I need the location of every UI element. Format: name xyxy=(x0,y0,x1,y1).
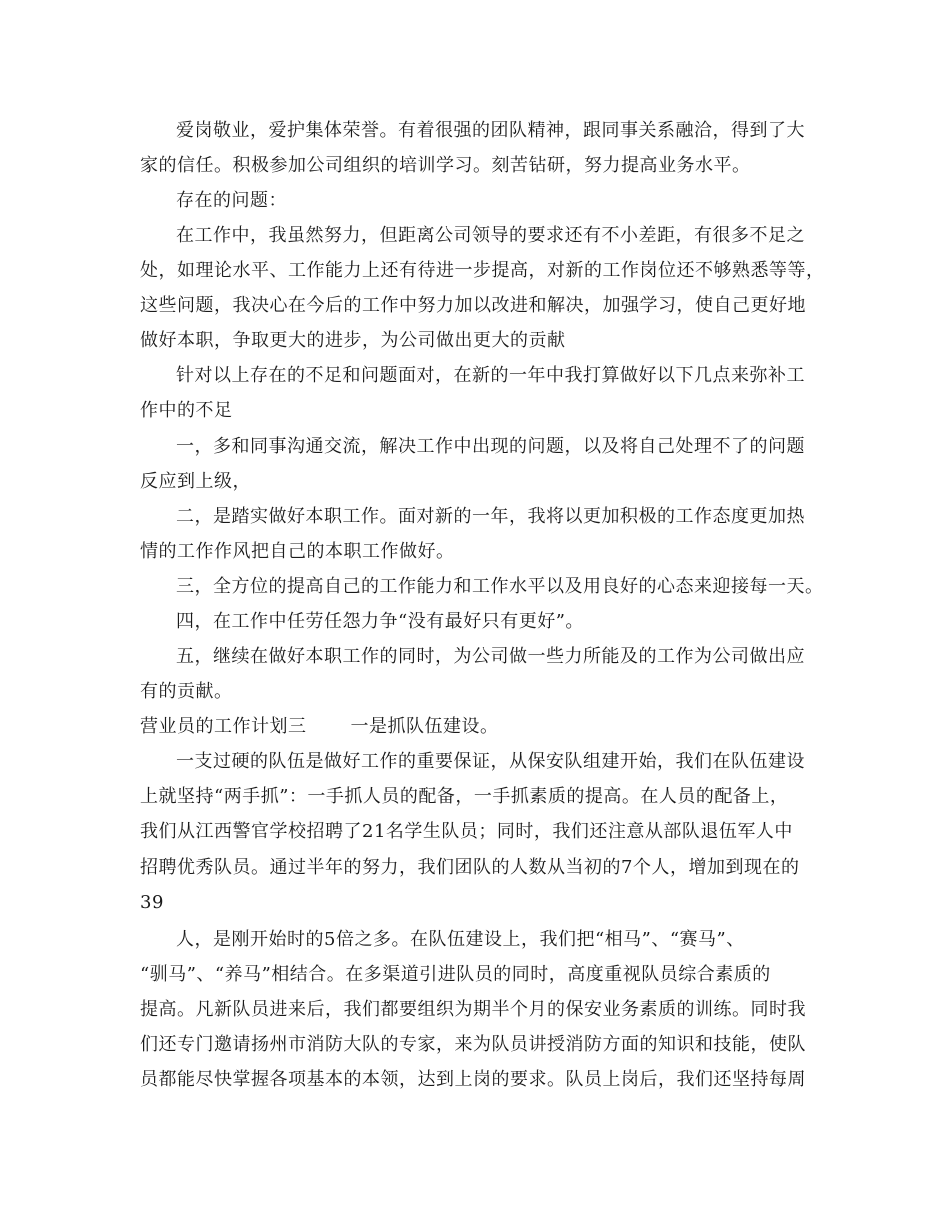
text-line: 员都能尽快掌握各项基本的本领，达到上岗的要求。队员上岗后，我们还坚持每周 xyxy=(140,1069,806,1090)
text-line: 一，多和同事沟通交流，解决工作中出现的问题，以及将自己处理不了的问题 xyxy=(176,436,805,457)
section-subtitle: 一是抓队伍建设。 xyxy=(350,716,499,737)
text-line: 家的信任。积极参加公司组织的培训学习。刻苦钻研，努力提高业务水平。 xyxy=(140,155,751,176)
text-line: 一支过硬的队伍是做好工作的重要保证，从保安队组建开始，我们在队伍建设 xyxy=(176,751,805,772)
text-line: 有的贡献。 xyxy=(140,681,233,702)
text-line: 39 xyxy=(140,892,164,913)
text-line: 情的工作作风把自己的本职工作做好。 xyxy=(140,541,455,562)
text-line: 处，如理论水平、工作能力上还有待进一步提高，对新的工作岗位还不够熟悉等等， xyxy=(140,260,825,281)
text-line: 作中的不足 xyxy=(140,400,233,421)
text-line: 做好本职，争取更大的进步，为公司做出更大的贡献 xyxy=(140,330,566,351)
text-line: 在工作中，我虽然努力，但距离公司领导的要求还有不小差距，有很多不足之 xyxy=(176,225,805,246)
text-line: “驯马”、“养马”相结合。在多渠道引进队员的同时，高度重视队员综合素质的 xyxy=(140,964,771,985)
text-line: 三，全方位的提高自己的工作能力和工作水平以及用良好的心态来迎接每一天。 xyxy=(176,576,824,597)
text-line: 招聘优秀队员。通过半年的努力，我们团队的人数从当初的7个人，增加到现在的 xyxy=(140,857,800,878)
text-line: 针对以上存在的不足和问题面对，在新的一年中我打算做好以下几点来弥补工 xyxy=(176,365,805,386)
text-line: 们还专门邀请扬州市消防大队的专家，来为队员讲授消防方面的知识和技能，使队 xyxy=(140,1034,806,1055)
section-heading: 存在的问题： xyxy=(176,190,287,211)
text-line: 反应到上级， xyxy=(140,471,251,492)
text-line: 这些问题，我决心在今后的工作中努力加以改进和解决，加强学习，使自己更好地 xyxy=(140,295,806,316)
text-line: 四，在工作中任劳任怨力争“没有最好只有更好”。 xyxy=(176,611,584,632)
text-line: 上就坚持“两手抓”：一手抓人员的配备，一手抓素质的提高。在人员的配备上， xyxy=(140,786,789,807)
section-title-line xyxy=(140,716,499,738)
text-line: 爱岗敬业，爱护集体荣誉。有着很强的团队精神，跟同事关系融洽，得到了大 xyxy=(176,120,805,141)
section-title: 营业员的工作计划三 xyxy=(140,716,307,737)
text-line: 提高。凡新队员进来后，我们都要组织为期半个月的保安业务素质的训练。同时我 xyxy=(140,999,806,1020)
text-line: 我们从江西警官学校招聘了21名学生队员；同时，我们还注意从部队退伍军人中 xyxy=(140,821,793,842)
text-line: 五，继续在做好本职工作的同时，为公司做一些力所能及的工作为公司做出应 xyxy=(176,646,805,667)
text-line: 人，是刚开始时的5倍之多。在队伍建设上，我们把“相马”、“赛马”、 xyxy=(176,929,745,950)
text-line: 二，是踏实做好本职工作。面对新的一年，我将以更加积极的工作态度更加热 xyxy=(176,506,805,527)
